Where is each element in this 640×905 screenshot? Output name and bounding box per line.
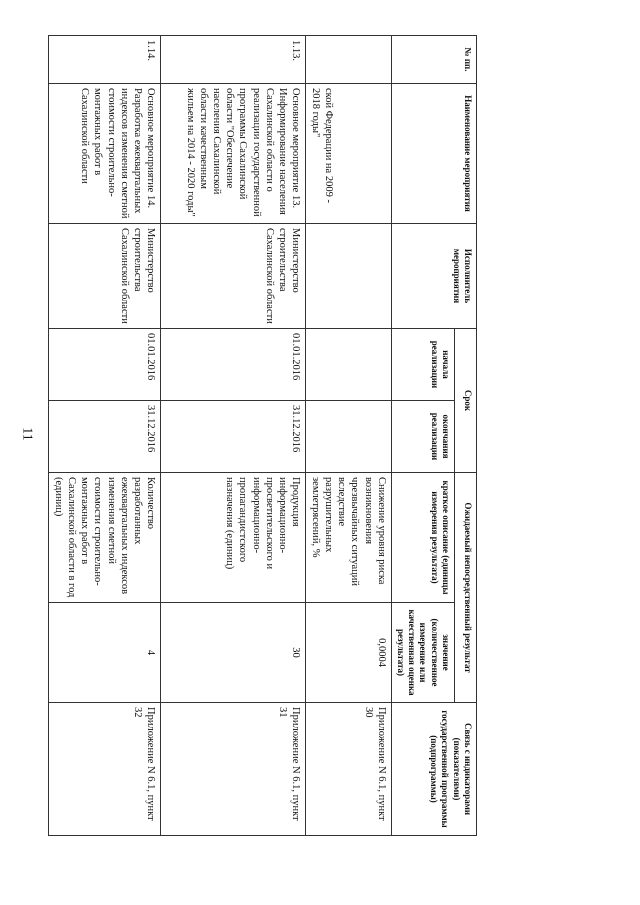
header-term: Срок <box>455 329 477 473</box>
header-row-1 <box>455 36 477 836</box>
header-name: Наименование мероприятия <box>391 84 476 224</box>
cell-desc: Продукция информационно-просветительского и информационно-пропагандистского назначения (единиц) <box>161 473 306 603</box>
page-number: 11 <box>19 427 35 441</box>
cell-start <box>306 329 392 401</box>
cell-end: 31.12.2016 <box>49 401 161 473</box>
header-result-desc: краткое описание (единицы измерения результата) <box>391 473 454 603</box>
header-term-start: начала реализации <box>391 329 454 401</box>
cell-start: 01.01.2016 <box>49 329 161 401</box>
header-term-end: окончания реализации <box>391 401 454 473</box>
cell-executor <box>306 224 392 329</box>
cell-link: Приложение N 6.1, пункт 32 <box>49 703 161 836</box>
header-executor: Исполнитель мероприятия <box>391 224 476 329</box>
cell-desc: Снижение уровня риска возникновения чрезвычайных ситуаций вследствие разрушительных землетрясений, % <box>306 473 392 603</box>
cell-name: ской Федерации на 2009 - 2018 годы" <box>306 84 392 224</box>
header-result-value: значение (количественное измерение или качественная оценка результата) <box>391 603 454 703</box>
cell-num: 1.14. <box>49 36 161 84</box>
table-row <box>306 36 392 836</box>
cell-desc: Количество разработанных ежеквартальных индексов изменения сметной стоимости строительно-монтажных работ в Сахалинской области в год (единиц) <box>49 473 161 603</box>
header-link: Связь с индикаторами (показателями) государственной программы (подпрограммы) <box>391 703 476 836</box>
table-row <box>161 36 306 836</box>
cell-num: 1.13. <box>161 36 306 84</box>
cell-end <box>306 401 392 473</box>
cell-link: Приложение N 6.1, пункт 30 <box>306 703 392 836</box>
cell-value: 0,0004 <box>306 603 392 703</box>
cell-value: 4 <box>49 603 161 703</box>
cell-name: Основное мероприятие 13. Информирование населения Сахалинской области о реализации государственной программы Сахалинской области "Обеспечение населения Сахалинской области качественным жильем на 2014 - 2020 годы" <box>161 84 306 224</box>
rotated-table-wrapper <box>53 35 477 835</box>
cell-executor: Министерство строительства Сахалинской области <box>161 224 306 329</box>
cell-num <box>306 36 392 84</box>
cell-name: Основное мероприятие 14. Разработка ежеквартальных индексов изменения сметной стоимости строительно-монтажных работ в Сахалинской области <box>49 84 161 224</box>
table-row <box>49 36 161 836</box>
cell-start: 01.01.2016 <box>161 329 306 401</box>
header-num: № пп. <box>391 36 476 84</box>
cell-link: Приложение N 6.1, пункт 31 <box>161 703 306 836</box>
cell-end: 31.12.2016 <box>161 401 306 473</box>
header-result: Ожидаемый непосредственный результат <box>455 473 477 703</box>
cell-executor: Министерство строительства Сахалинской области <box>49 224 161 329</box>
cell-value: 30 <box>161 603 306 703</box>
measures-table <box>48 35 477 836</box>
